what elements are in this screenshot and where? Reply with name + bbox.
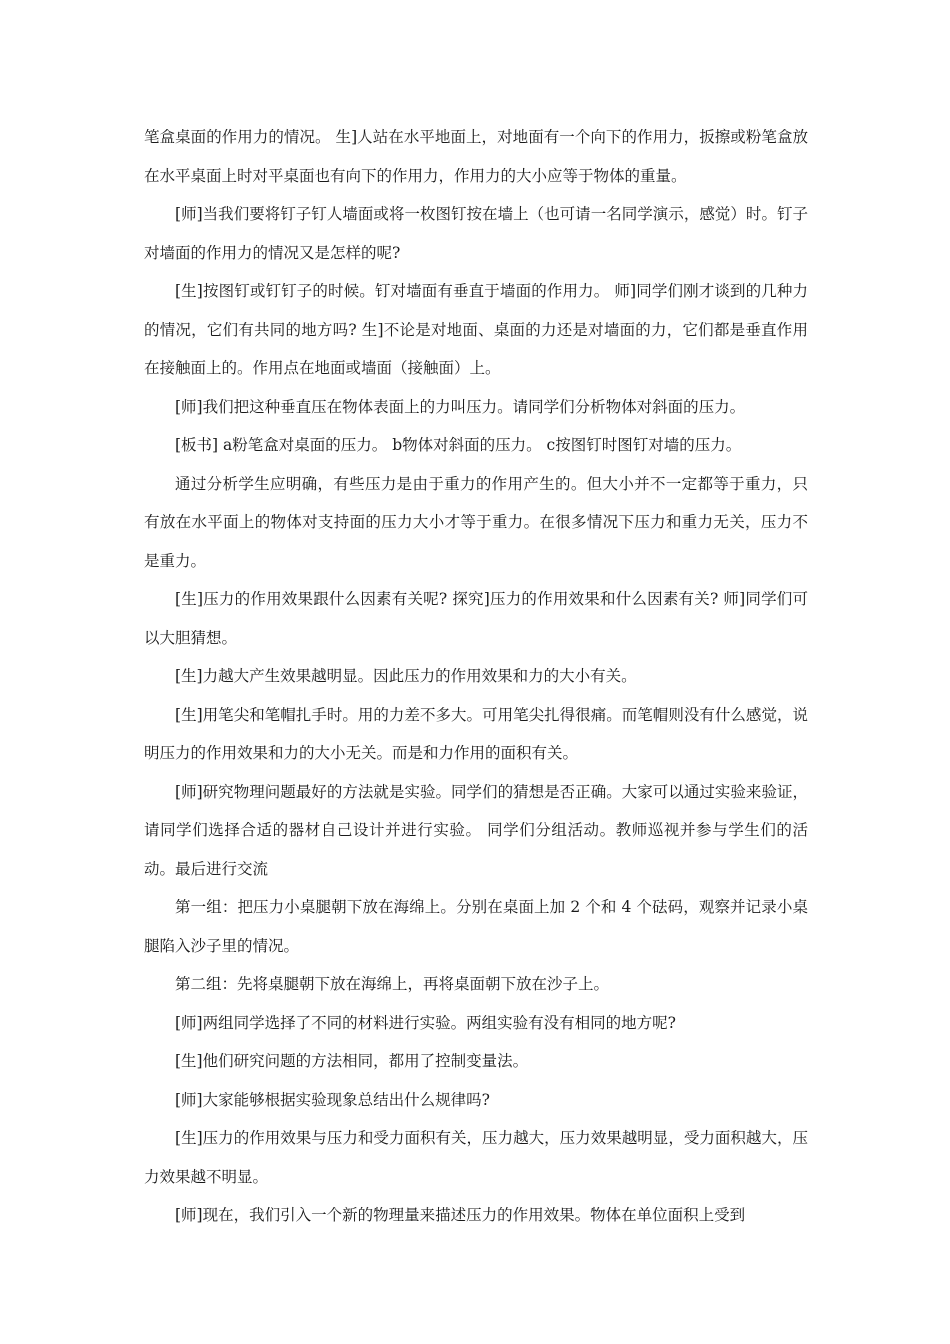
document-body [144, 118, 808, 1235]
paragraph: [师]我们把这种垂直压在物体表面上的力叫压力。请同学们分析物体对斜面的压力。 [175, 397, 746, 416]
paragraph: [板书] a粉笔盒对桌面的压力。 b物体对斜面的压力。 c按图钉时图钉对墙的压力。 [175, 436, 742, 454]
paragraph: 笔盒桌面的作用力的情况。 生]人站在水平地面上，对地面有一个向下的作用力，扳擦或粉笔盒放在水平桌面上时对平桌面也有向下的作用力，作用力的大小应等于物体的重量。 [144, 128, 808, 185]
paragraph: [生]压力的作用效果跟什么因素有关呢? 探究]压力的作用效果和什么因素有关? 师]同学们可以大胆猜想。 [144, 590, 808, 647]
paragraph: [师]当我们要将钉子钉人墙面或将一枚图钉按在墙上（也可请一名同学演示，感觉）时。钉子对墙面的作用力的情况又是怎样的呢? [144, 205, 808, 262]
paragraph: [生]他们研究问题的方法相同，都用了控制变量法。 [175, 1052, 529, 1070]
paragraph: [师]大家能够根据实验现象总结出什么规律吗? [175, 1090, 490, 1109]
paragraph: [生]压力的作用效果与压力和受力面积有关，压力越大，压力效果越明显，受力面积越大，压力效果越不明显。 [144, 1129, 808, 1186]
paragraph: [生]按图钉或钉钉子的时候。钉对墙面有垂直于墙面的作用力。 师]同学们刚才谈到的几种力的情况，它们有共同的地方吗? 生]不论是对地面、桌面的力还是对墙面的力，它们都是垂直作用在接触面上的。作用点在地面或墙面（接触面）上。 [144, 282, 808, 377]
paragraph: [师]研究物理问题最好的方法就是实验。同学们的猜想是否正确。大家可以通过实验来验证，请同学们选择合适的器材自己设计并进行实验。 同学们分组活动。教师巡视并参与学生们的活动。最后进行交流 [144, 782, 808, 878]
paragraph: [生]力越大产生效果越明显。因此压力的作用效果和力的大小有关。 [175, 667, 637, 685]
paragraph: 第二组：先将桌腿朝下放在海绵上，再将桌面朝下放在沙子上。 [175, 975, 610, 993]
paragraph: [师]两组同学选择了不同的材料进行实验。两组实验有没有相同的地方呢? [175, 1013, 676, 1032]
paragraph: 第一组：把压力小桌腿朝下放在海绵上。分别在桌面上加 2 个和 4 个砝码，观察并记录小桌腿陷入沙子里的情况。 [144, 898, 808, 955]
paragraph: 通过分析学生应明确，有些压力是由于重力的作用产生的。但大小并不一定都等于重力，只有放在水平面上的物体对支持面的压力大小才等于重力。在很多情况下压力和重力无关，压力不是重力。 [144, 474, 808, 570]
paragraph: [生]用笔尖和笔帽扎手时。用的力差不多大。可用笔尖扎得很痛。而笔帽则没有什么感觉，说明压力的作用效果和力的大小无关。而是和力作用的面积有关。 [144, 705, 808, 762]
paragraph: [师]现在，我们引入一个新的物理量来描述压力的作用效果。物体在单位面积上受到 [175, 1206, 746, 1224]
